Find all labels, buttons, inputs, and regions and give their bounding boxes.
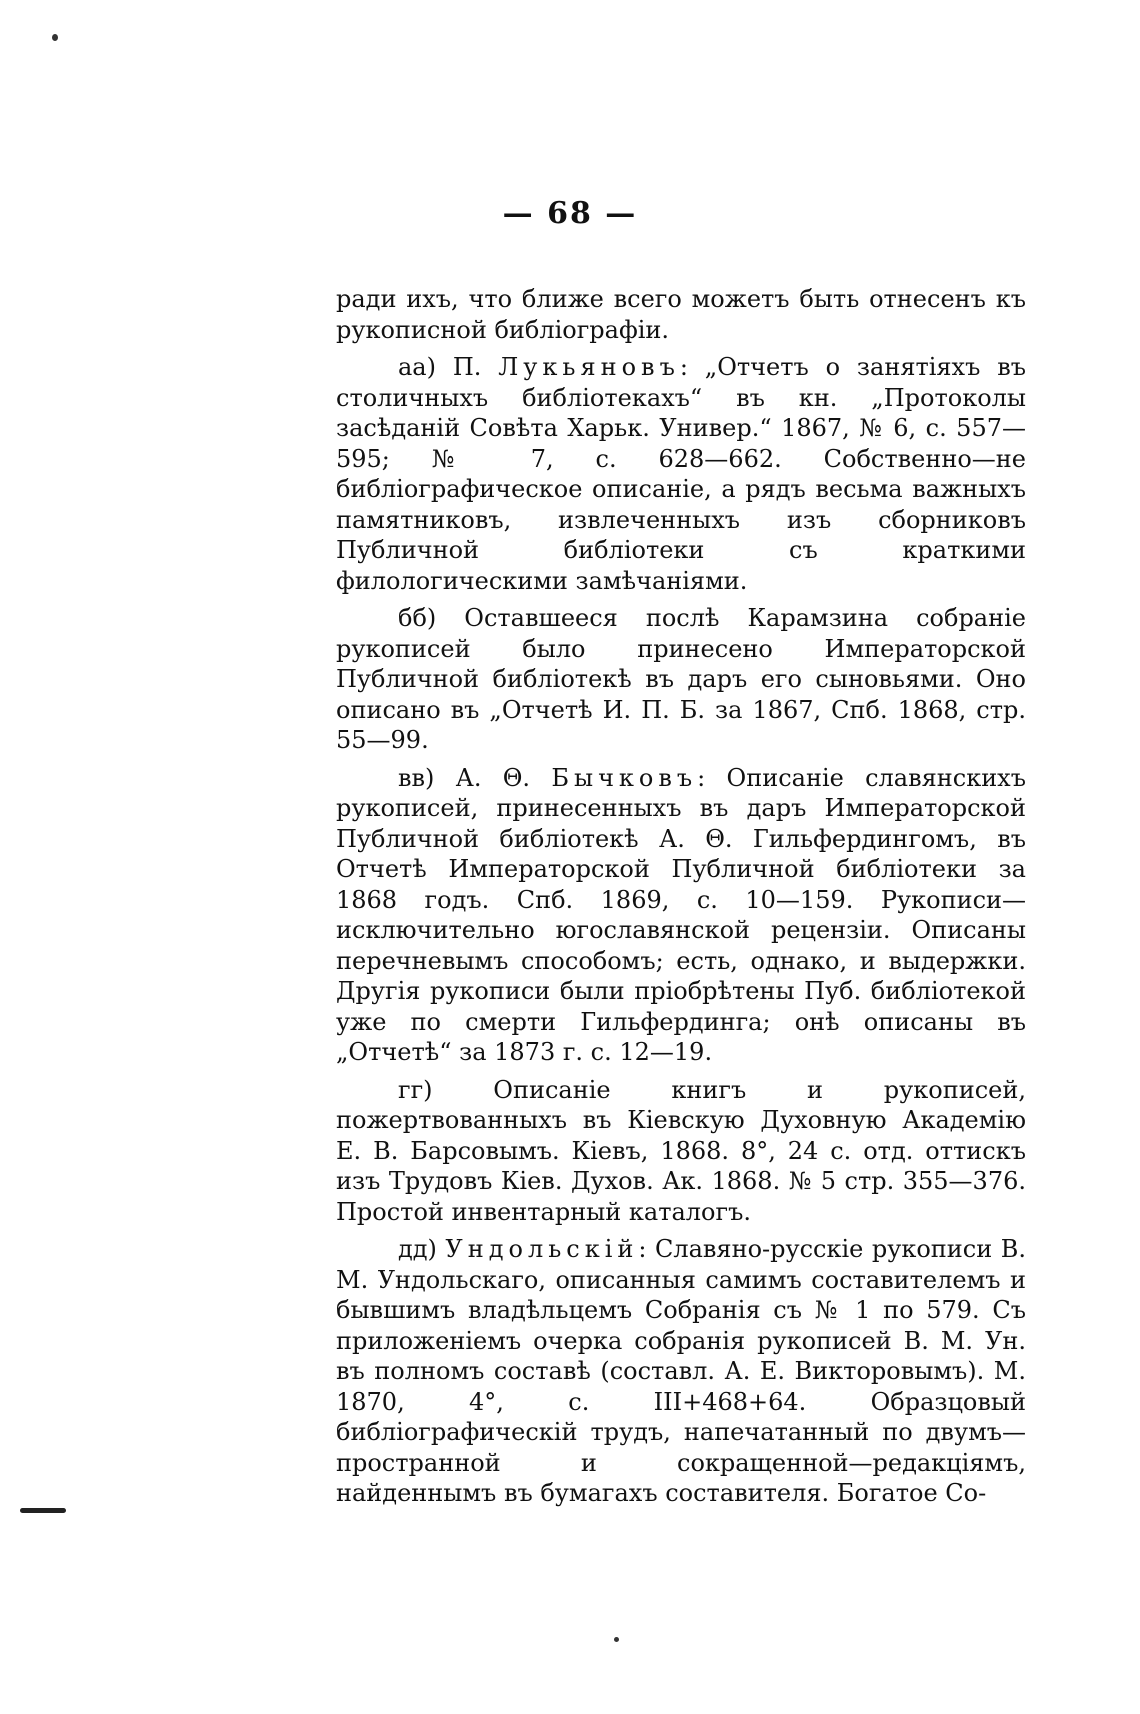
author-name: Бычковъ [551,763,698,792]
paragraph-aa [336,352,1026,596]
author-name: Ундольскій [445,1235,639,1263]
paragraph-text: : „Отчетъ о занятіяхъ въ столичныхъ библіотекахъ“ въ кн. „Протоколы засѣданій Совѣта Харьк. Универ.“ 1867, № 6, с. 557—595; № 7, с. 628—662. Собственно—не библіографическое описаніе, а рядъ весьма важныхъ памятниковъ, извлеченныхъ изъ сборниковъ Публичной библіотеки съ краткими филологическими замѣчаніями. [336,353,1026,595]
paragraph-lead: дд) [398,1235,446,1263]
paragraph-text: : Славяно-русскіе рукописи В. М. Ундольскаго, описанныя самимъ составителемъ и бывшимъ владѣльцемъ Собранія съ № 1 по 579. Съ приложеніемъ очерка собранія рукописей В. М. Ун. въ полномъ составѣ (составл. А. Е. Викторовымъ). М. 1870, 4°, с. III+468+64. Образцовый библіографическій трудъ, напечатанный по двумъ—пространной и сокращенной—редакціямъ, найденнымъ въ бумагахъ составителя. Богатое Со- [336,1235,1026,1507]
scan-speck-bottom [614,1637,619,1642]
paragraph-vv [336,763,1026,1068]
paragraph-text: бб) Оставшееся послѣ Карамзина собраніе рукописей было принесено Императорской Публичной библіотекѣ въ даръ его сыновьями. Оно описано въ „Отчетѣ И. П. Б. за 1867, Спб. 1868, стр. 55—99. [336,604,1026,754]
paragraph-gg [336,1075,1026,1228]
page-number: — 68 — [502,196,638,231]
paragraph-text: ради ихъ, что ближе всего можетъ быть отнесенъ къ рукописной библіографіи. [336,285,1026,344]
paragraph-dd [336,1234,1026,1509]
paragraph-text: : Описаніе славянскихъ рукописей, принесенныхъ въ даръ Императорской Публичной библіотекѣ А. Θ. Гильфердингомъ, въ Отчетѣ Императорской Публичной библіотеки за 1868 годъ. Спб. 1869, с. 10—159. Рукописи—исключительно югославянской рецензіи. Описаны перечневымъ способомъ; есть, однако, и выдержки. Другія рукописи были пріобрѣтены Пуб. библіотекой уже по смерти Гильфердинга; онѣ описаны въ „Отчетѣ“ за 1873 г. с. 12—19. [336,763,1026,1066]
paragraph-lead: аа) П. [398,353,499,381]
author-name: Лукьяновъ [498,353,680,381]
paragraph-text: гг) Описаніе книгъ и рукописей, пожертвованныхъ въ Кіевскую Духовную Академію Е. В. Барсовымъ. Кіевъ, 1868. 8°, 24 с. отд. оттискъ изъ Трудовъ Кіев. Духов. Ак. 1868. № 5 стр. 355—376. Простой инвентарный каталогъ. [336,1075,1026,1226]
paragraph-continuation [336,284,1026,345]
paragraph-lead: вв) А. Θ. [398,763,552,792]
scan-margin-mark [20,1508,66,1513]
paragraph-bb [336,603,1026,756]
body-text [336,284,1026,1509]
scan-speck-top [52,34,58,41]
